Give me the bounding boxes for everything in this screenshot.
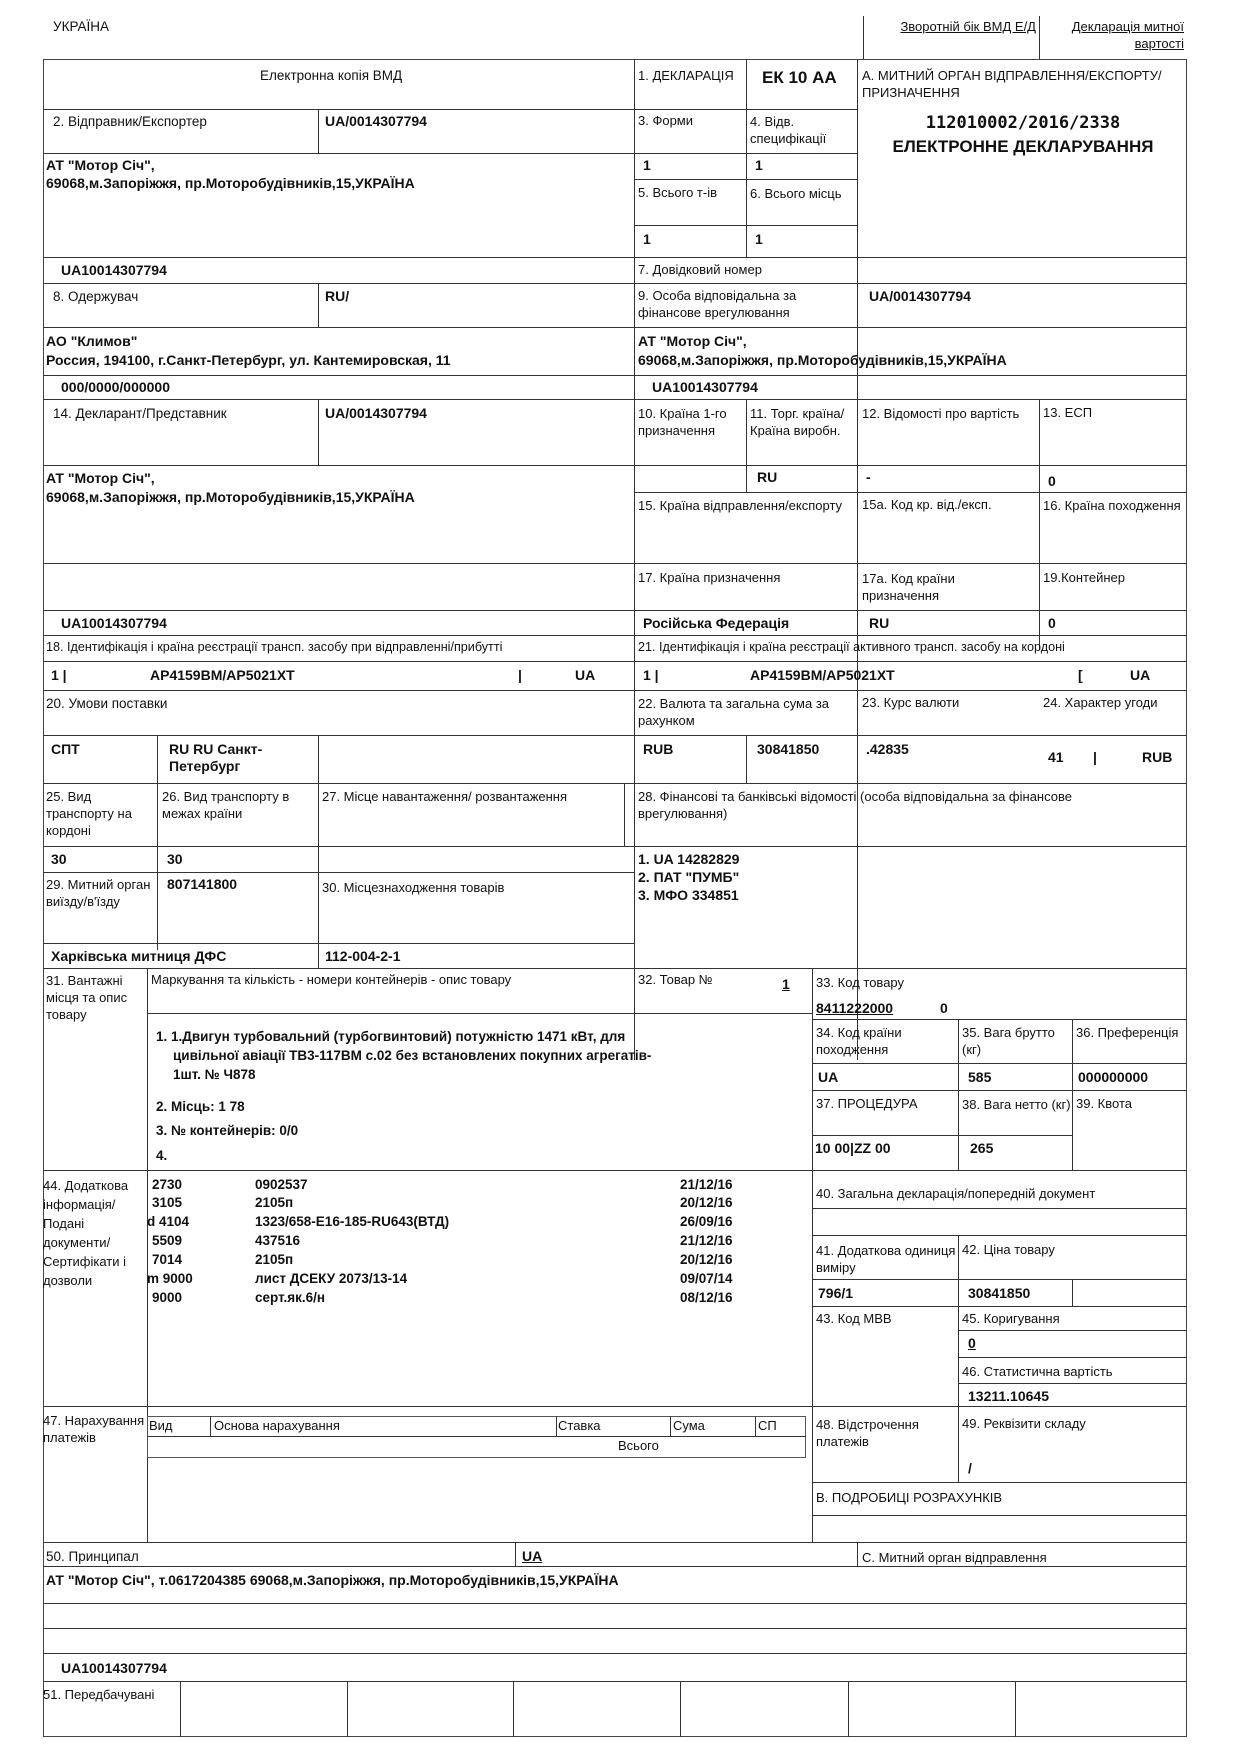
total-places-label: 6. Всього місць	[750, 186, 842, 201]
origin-code-value: UA	[818, 1069, 839, 1085]
declarant-code: UA/0014307794	[325, 405, 427, 421]
goods-location-value: 112-004-2-1	[325, 948, 401, 964]
statistical-value: 13211.10645	[968, 1388, 1049, 1404]
warehouse-details-value: /	[968, 1460, 972, 1476]
exchange-rate-value: .42835	[866, 741, 909, 757]
goods-price-label: 42. Ціна товару	[962, 1242, 1055, 1257]
gross-weight-value: 585	[968, 1069, 992, 1085]
doc-code: 3105	[152, 1195, 183, 1210]
exit-customs-name: Харківська митниця ДФС	[51, 948, 227, 964]
electronic-copy-label: Електронна копія ВМД	[260, 68, 403, 83]
departure-customs-label: С. Митний орган відправлення	[862, 1550, 1047, 1565]
principal-details: АТ "Мотор Січ", т.0617204385 69068,м.Запоріжжя, пр.Моторобудівників,15,УКРАЇНА	[46, 1572, 619, 1588]
goods-price-value: 30841850	[968, 1285, 1031, 1301]
doc-number: 0902537	[255, 1177, 308, 1192]
reverse-side-link[interactable]: Зворотній бік ВМД Е/Д	[900, 19, 1036, 34]
origin-country-label: 16. Країна походження	[1043, 498, 1181, 513]
places-count: 2. Місць: 1 78	[156, 1099, 245, 1114]
inland-transport-label: 26. Вид транспорту в межах країни	[162, 789, 290, 821]
invoice-amount: 30841850	[757, 741, 820, 757]
forms-value: 1	[643, 157, 651, 173]
doc-date: 21/12/16	[680, 1233, 733, 1248]
goods-description-header: Маркування та кількість - номери контейнерів - опис товару	[151, 972, 512, 987]
transit-offices-label: 51. Передбачувані	[43, 1687, 155, 1702]
quota-label: 39. Квота	[1076, 1096, 1132, 1111]
calculation-details-label: В. ПОДРОБИЦІ РОЗРАХУНКІВ	[816, 1490, 1003, 1505]
financial-person-name: АТ "Мотор Січ",	[638, 333, 747, 349]
departure-vehicle-num: 1 |	[51, 667, 67, 683]
principal-label: 50. Принципал	[46, 1549, 139, 1564]
payment-deferral-label: 48. Відстрочення платежів	[816, 1417, 919, 1449]
border-vehicle-plates: АР4159ВМ/АР5021ХТ	[750, 667, 895, 683]
departure-vehicle-country: UA	[575, 667, 596, 683]
doc-code: 5509	[152, 1233, 183, 1248]
exit-customs-label: 29. Митний орган виїзду/в'їзду	[46, 877, 151, 909]
container-numbers: 3. № контейнерів: 0/0	[156, 1123, 299, 1138]
mvv-code-label: 43. Код МВВ	[816, 1311, 892, 1326]
doc-date: 20/12/16	[680, 1252, 733, 1267]
declarant-name: АТ "Мотор Січ",	[46, 470, 155, 486]
declarant-address: 69068,м.Запоріжжя, пр.Моторобудівників,15,УКРАЇНА	[46, 489, 415, 505]
doc-date: 20/12/16	[680, 1195, 733, 1210]
exchange-rate-label: 23. Курс валюти	[862, 695, 960, 710]
declaration-type-value: ЕК 10 АА	[762, 68, 837, 87]
border-vehicle-country: UA	[1130, 667, 1151, 683]
total-goods-value: 1	[643, 231, 651, 247]
sender-address: 69068,м.Запоріжжя, пр.Моторобудівників,15,УКРАЇНА	[46, 175, 415, 191]
doc-date: 08/12/16	[680, 1290, 733, 1305]
goods-description-line-3: 1шт. № Ч878	[173, 1067, 256, 1082]
principal-code: UA	[522, 1548, 543, 1564]
doc-number: 2105п	[255, 1252, 294, 1267]
goods-description-line-1: 1. 1.Двигун турбовальний (турбогвинтовий) потужністю 1471 кВт, для	[156, 1029, 626, 1044]
doc-code: d 4104	[147, 1214, 190, 1229]
bank-line-1: 1. UA 14282829	[638, 851, 740, 867]
origin-code-label: 34. Код країни походження	[816, 1025, 902, 1057]
declarant-label: 14. Декларант/Представник	[53, 406, 227, 421]
border-vehicle-sep: [	[1078, 667, 1083, 683]
transaction-nature-currency: RUB	[1142, 749, 1173, 765]
consignee-code: RU/	[325, 288, 350, 304]
doc-code: m 9000	[147, 1271, 193, 1286]
esp-label: 13. ЕСП	[1043, 405, 1093, 420]
item-number-value: 1	[782, 976, 790, 992]
doc-date: 21/12/16	[680, 1177, 733, 1192]
consignee-label: 8. Одержувач	[53, 289, 139, 304]
financial-person-code: UA/0014307794	[869, 288, 971, 304]
consignee-address: Россия, 194100, г.Санкт-Петербург, ул. Кантемировская, 11	[46, 352, 451, 368]
procedure-label: 37. ПРОЦЕДУРА	[816, 1096, 918, 1111]
declaration-number: 112010002/2016/2338	[925, 113, 1121, 133]
net-weight-value: 265	[970, 1140, 994, 1156]
form-frame	[43, 59, 1187, 1737]
invoice-currency-label: 22. Валюта та загальна сума за рахунком	[638, 696, 830, 728]
goods-description-line-2: цивільної авіації ТВ3-117ВМ с.02 без встановлених покупних агрегатів-	[173, 1048, 652, 1063]
departure-vehicle-label: 18. Ідентифікація і країна реєстрації трансп. засобу при відправленні/прибутті	[46, 640, 503, 654]
value-details-label: 12. Відомості про вартість	[862, 406, 1020, 421]
country-label: УКРАЇНА	[53, 19, 110, 34]
bank-details-label: 28. Фінансові та банківські відомості (особа відповідальна за фінансове врегулювання)	[638, 789, 1072, 821]
doc-number: 2105п	[255, 1195, 294, 1210]
financial-person-address: 69068,м.Запоріжжя, пр.Моторобудівників,15,УКРАЇНА	[638, 352, 1007, 368]
invoice-currency-code: RUB	[643, 741, 674, 757]
forms-label: 3. Форми	[638, 113, 693, 128]
bank-line-2: 2. ПАТ "ПУМБ"	[638, 869, 740, 885]
destination-country-code-value: RU	[869, 615, 890, 631]
sender-code: UA/0014307794	[325, 113, 427, 129]
loading-place-label: 27. Місце навантаження/ розвантаження	[322, 789, 568, 804]
goods-location-label: 30. Місцезнаходження товарів	[322, 880, 505, 895]
container-label: 19.Контейнер	[1043, 570, 1125, 585]
trading-country-value: RU	[757, 469, 778, 485]
transaction-nature-label: 24. Характер угоди	[1043, 695, 1158, 710]
inland-transport-value: 30	[167, 851, 183, 867]
declarant-id: UA10014307794	[61, 615, 167, 631]
financial-person-id: UA10014307794	[652, 379, 758, 395]
adjustment-label: 45. Коригування	[962, 1311, 1060, 1326]
dispatch-country-label: 15. Країна відправлення/експорту	[638, 498, 843, 513]
doc-number: серт.як.6/н	[255, 1290, 326, 1305]
sender-id: UA10014307794	[61, 262, 167, 278]
additional-unit-value: 796/1	[818, 1285, 854, 1301]
border-vehicle-num: 1 |	[643, 667, 659, 683]
payments-col-rate: Ставка	[558, 1418, 601, 1433]
customs-valuation-link[interactable]: Декларація митної вартості	[1071, 19, 1184, 51]
preference-label: 36. Преференція	[1076, 1025, 1179, 1040]
consignee-name: АО "Климов"	[46, 333, 138, 349]
general-declaration-label: 40. Загальна декларація/попередній документ	[816, 1186, 1096, 1201]
electronic-declaration-note: ЕЛЕКТРОННЕ ДЕКЛАРУВАННЯ	[892, 137, 1154, 156]
principal-id: UA10014307794	[61, 1660, 167, 1676]
sender-name: АТ "Мотор Січ",	[46, 157, 155, 173]
doc-code: 9000	[152, 1290, 183, 1305]
customs-office-label: А. МИТНИЙ ОРГАН ВІДПРАВЛЕННЯ/ЕКСПОРТУ/ПРИЗНАЧЕННЯ	[862, 68, 1162, 100]
border-vehicle-label: 21. Ідентифікація і країна реєстрації активного трансп. засобу на кордоні	[638, 640, 1065, 654]
doc-code: 2730	[152, 1177, 183, 1192]
bank-line-3: 3. МФО 334851	[638, 887, 739, 903]
item-number-label: 32. Товар №	[638, 972, 713, 987]
commodity-code-value: 8411222000	[816, 1000, 894, 1016]
documents-label: 44. Додаткова інформація/ Подані документи/ Сертифікати і дозволи	[43, 1178, 129, 1288]
departure-vehicle-sep: |	[518, 667, 522, 683]
exit-customs-code: 807141800	[167, 876, 238, 892]
destination-country-code-label: 17а. Код країни призначення	[862, 571, 955, 603]
departure-vehicle-plates: АР4159ВМ/АР5021ХТ	[150, 667, 295, 683]
specifications-label: 4. Відв. специфікації	[750, 114, 827, 146]
commodity-code-label: 33. Код товару	[816, 975, 905, 990]
transaction-nature-sep: |	[1093, 749, 1097, 765]
delivery-terms-code: СПТ	[51, 741, 80, 757]
specifications-value: 1	[755, 157, 763, 173]
dispatch-country-code-label: 15а. Код кр. від./експ.	[862, 497, 992, 512]
border-transport-value: 30	[51, 851, 67, 867]
destination-country-value: Російська Федерація	[643, 615, 790, 631]
net-weight-label: 38. Вага нетто (кг)	[962, 1097, 1071, 1112]
goods-description-label: 31. Вантажні місця та опис товару	[46, 973, 128, 1022]
payments-col-sp: СП	[758, 1418, 777, 1433]
border-transport-label: 25. Вид транспорту на кордоні	[46, 789, 132, 838]
commodity-code-suffix: 0	[940, 1000, 948, 1016]
payments-col-sum: Сума	[673, 1418, 705, 1433]
value-details-value: -	[866, 469, 871, 485]
doc-date: 26/09/16	[680, 1214, 733, 1229]
payments-col-basis: Основа нарахування	[214, 1418, 340, 1433]
payments-label: 47. Нарахування платежів	[43, 1413, 145, 1445]
warehouse-details-label: 49. Реквізити складу	[962, 1416, 1086, 1431]
reference-number-label: 7. Довідковий номер	[638, 262, 762, 277]
financial-person-label: 9. Особа відповідальна за фінансове врегулювання	[638, 288, 797, 320]
item-4: 4.	[156, 1148, 168, 1163]
doc-number: 437516	[255, 1233, 301, 1248]
gross-weight-label: 35. Вага брутто (кг)	[962, 1025, 1055, 1057]
total-goods-label: 5. Всього т-ів	[638, 185, 718, 200]
total-places-value: 1	[755, 231, 763, 247]
container-value: 0	[1048, 615, 1056, 631]
procedure-value: 10 00|ZZ 00	[815, 1140, 891, 1156]
trading-country-label: 11. Торг. країна/Країна виробн.	[750, 406, 845, 438]
transaction-nature-code: 41	[1048, 749, 1064, 765]
adjustment-value: 0	[968, 1335, 976, 1351]
destination-country-label: 17. Країна призначення	[638, 570, 781, 585]
declaration-type-label: 1. ДЕКЛАРАЦІЯ	[638, 68, 734, 83]
sender-label: 2. Відправник/Експортер	[53, 114, 207, 129]
payments-col-type: Вид	[149, 1418, 173, 1433]
doc-code: 7014	[152, 1252, 183, 1267]
delivery-terms-place: RU RU Санкт-Петербург	[169, 741, 263, 774]
preference-value: 000000000	[1078, 1069, 1149, 1085]
payments-total-label: Всього	[618, 1438, 659, 1453]
first-destination-country-label: 10. Країна 1-го призначення	[638, 406, 727, 438]
doc-date: 09/07/14	[680, 1271, 733, 1286]
statistical-value-label: 46. Статистична вартість	[962, 1364, 1113, 1379]
doc-number: лист ДСЕКУ 2073/13-14	[255, 1271, 408, 1286]
additional-unit-label: 41. Додаткова одиниця виміру	[816, 1243, 956, 1275]
consignee-id: 000/0000/000000	[61, 379, 170, 395]
doc-number: 1323/658-E16-185-RU643(ВТД)	[255, 1214, 450, 1229]
esp-value: 0	[1048, 473, 1056, 489]
delivery-terms-label: 20. Умови поставки	[46, 696, 168, 711]
